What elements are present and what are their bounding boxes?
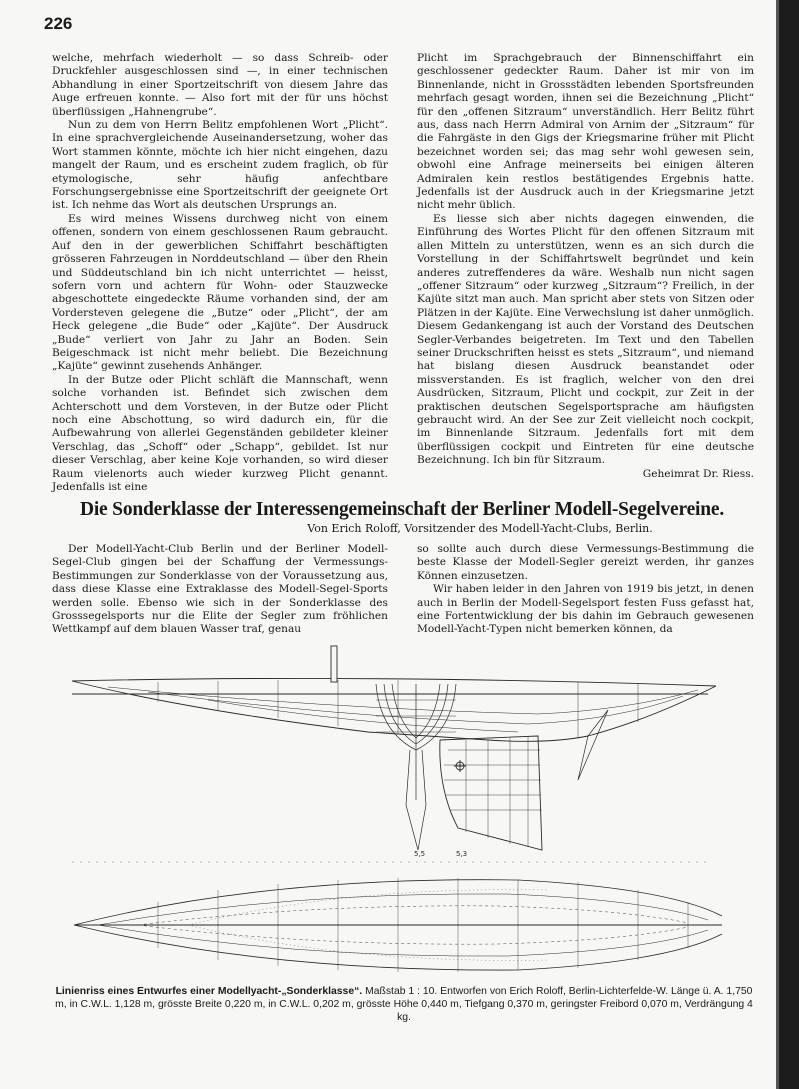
caption-details: Maßstab 1 : 10. Entworfen von Erich Roloff, Berlin-Lichterfelde-W. Länge ü. A. 1,750 m, in C.W.L. 1,128 m, grösste Breite 0,220 m, in C.W.L. 0,202 m, grösste Höhe 0,440 m, Tiefgang 0,370 m, geringster Freibord 0,070 m, Verdrängung 4 kg. [55, 986, 753, 1023]
mast-stub [331, 646, 337, 682]
article-byline: Von Erich Roloff, Vorsitzender des Modell-Yacht-Clubs, Berlin. [307, 522, 653, 535]
hull-profile [72, 681, 716, 741]
paragraph: Es wird meines Wissens durchweg nicht von einem offenen, sondern von einem geschlossenen Raum gebraucht. Auf den in der gewerblichen Schiffahrt beschäftigten grösseren Fahrzeugen in Norddeutschland — über den Rhein und Süddeutschland bin ich nicht unterrichtet — heisst, sofern vorn und achtern für Wohn- oder Stauzwecke abgeschottete eingedeckte Räume vorhanden sind, der am Vordersteven gelegene die „Butze“ oder „Plicht“, der am Heck gelegene „die Bude“ oder „Kajüte“. Der Ausdruck „Bude“ verliert von Jahr zu Jahr an Boden. Sein Beigeschmack ist nicht mehr beliebt. Die Bezeichnung „Kajüte“ gewinnt zusehends Anhänger. [52, 212, 388, 373]
body-plan [376, 684, 456, 850]
figure-caption [54, 985, 754, 1024]
paragraph: Nun zu dem von Herrn Belitz empfohlenen Wort „Plicht“. In eine sprachvergleichende Auseinandersetzung, woher das Wort stammen könnte, möchte ich hier nicht eingehen, dazu mangelt der Raum, und es erscheint zudem fraglich, ob für etymologische, sehr häufig anfechtbare Forschungsergebnisse eine Sportzeitschrift der geeignete Ort ist. Ich nehme das Wort als deutschen Ursprungs an. [52, 119, 388, 212]
column-right-top [417, 52, 754, 481]
article-title: Die Sonderklasse der Interessengemeinschaft der Berliner Modell-Segelvereine. [79, 499, 725, 520]
station-label: 5,5 [414, 850, 426, 858]
paragraph: Es liesse sich aber nichts dagegen einwenden, die Einführung des Wortes Plicht für den offenen Sitzraum mit allen Mitteln zu unterstützen, wenn es an sich durch die Vorstellung in der Schiffahrtswelt begründet und kein anderes zutreffenderes da wäre. Weshalb nun nicht sagen „offener Sitzraum“ oder kurzweg „Sitzraum“? Freilich, in der Kajüte sitzt man auch. Man spricht aber stets von Sitzen oder Plätzen in der Kajüte. Eine Verwechslung ist daher unmöglich. Diesem Gedankengang ist auch der Vorstand des Deutschen Segler-Verbandes beigetreten. Im Text und den Tabellen seiner Druckschriften heisst es stets „Sitzraum“, und niemand hat bislang diesen Ausdruck beanstandet oder missverstanden. Es ist fraglich, welcher von den drei Ausdrücken, Sitzraum, Plicht und cockpit, zur Zeit in der praktischen deutschen Segelsportsprache am häufigsten gebraucht wird. An der See zur Zeit vielleicht noch cockpit, im Binnenlande Sitzraum. Jedenfalls fort mit dem überflüssigen cockpit und Eintreten für eine deutsche Bezeichnung. Ich bin für Sitzraum. [417, 212, 754, 467]
half-breadth-plan [74, 878, 722, 972]
sheer-line [72, 678, 716, 686]
rudder [578, 710, 608, 780]
yacht-lines-drawing [68, 640, 754, 985]
column-right-article [417, 543, 754, 637]
page-number: 226 [44, 14, 73, 33]
paragraph: Plicht im Sprachgebrauch der Binnenschiffahrt ein geschlossener gedeckter Raum. Daher ist mir von im Binnenlande, nicht in Grossstädten lebenden Sportsfreunden mehrfach gesagt worden, ihnen sei die Bezeichnung „Plicht“ für den „offenen Sitzraum“ unverständlich. Herr Belitz führt aus, dass nach Herrn Admiral von Arnim der „Sitzraum“ für die Fahrgäste in den Gigs der Kriegsmarine früher mit Plicht bezeichnet worden sei; das mag sehr wohl gewesen sein, obwohl eine Anfrage meinerseits bei einigen älteren Admiralen kein restlos bestätigendes Ergebnis hatte. Jedenfalls ist der Ausdruck auch in der Kriegsmarine jetzt nicht mehr üblich. [417, 52, 754, 212]
caption-title: Linienriss eines Entwurfes einer Modellyacht-„Sonderklasse“. [55, 986, 363, 997]
column-left-article [52, 543, 388, 637]
paragraph: Wir haben leider in den Jahren von 1919 bis jetzt, in denen auch in Berlin der Modell-Segelsport festen Fuss gefasst hat, eine Fortentwicklung der bis dahin im Gebrauch gewesenen Modell-Yacht-Typen nicht bemerken können, da [417, 583, 754, 636]
signature: Geheimrat Dr. Riess. [642, 467, 754, 480]
paragraph: Der Modell-Yacht-Club Berlin und der Berliner Modell-Segel-Club gingen bei der Schaffung der Vermessungs-Bestimmungen zur Sonderklasse von der Voraussetzung aus, dass diese Klasse eine Extraklasse des Modell-Segel-Sports werden solle. Ebenso wie sich in der Sonderklasse des Grosssegelsports nur die Elite der Segler zum fröhlichen Wettkampf auf dem blauen Wasser traf, genau [52, 543, 388, 636]
column-left-top [52, 52, 388, 494]
fin-keel [440, 736, 542, 850]
scan-edge-shadow [776, 0, 799, 1089]
paragraph: so sollte auch durch diese Vermessungs-Bestimmung die beste Klasse der Modell-Segler gereizt werden, ihr ganzes Können einzusetzen. [417, 543, 754, 582]
paragraph: In der Butze oder Plicht schläft die Mannschaft, wenn solche vorhanden ist. Befindet sich zwischen dem Achterschott und dem Vorsteven, in der Butze oder Plicht noch eine Abschottung, so wird dadurch ein, für die Aufbewahrung von allerlei Gegenständen gebildeter kleiner Verschlag, das „Schoff“ oder „Schapp“, gebildet. Ist nur dieser Verschlag, aber keine Koje vorhanden, so wird dieser Raum vielenorts auch wieder kurzweg Plicht genannt. Jedenfalls ist eine [52, 373, 388, 493]
station-label: 5,3 [456, 850, 468, 858]
paragraph: welche, mehrfach wiederholt — so dass Schreib- oder Druckfehler ausgeschlossen sind —, in einer technischen Abhandlung in einer Sportzeitschrift von diesem Jahre das Auge erfreuen konnte. — Also fort mit der für uns höchst überflüssigen „Hahnengrube“. [52, 52, 388, 118]
